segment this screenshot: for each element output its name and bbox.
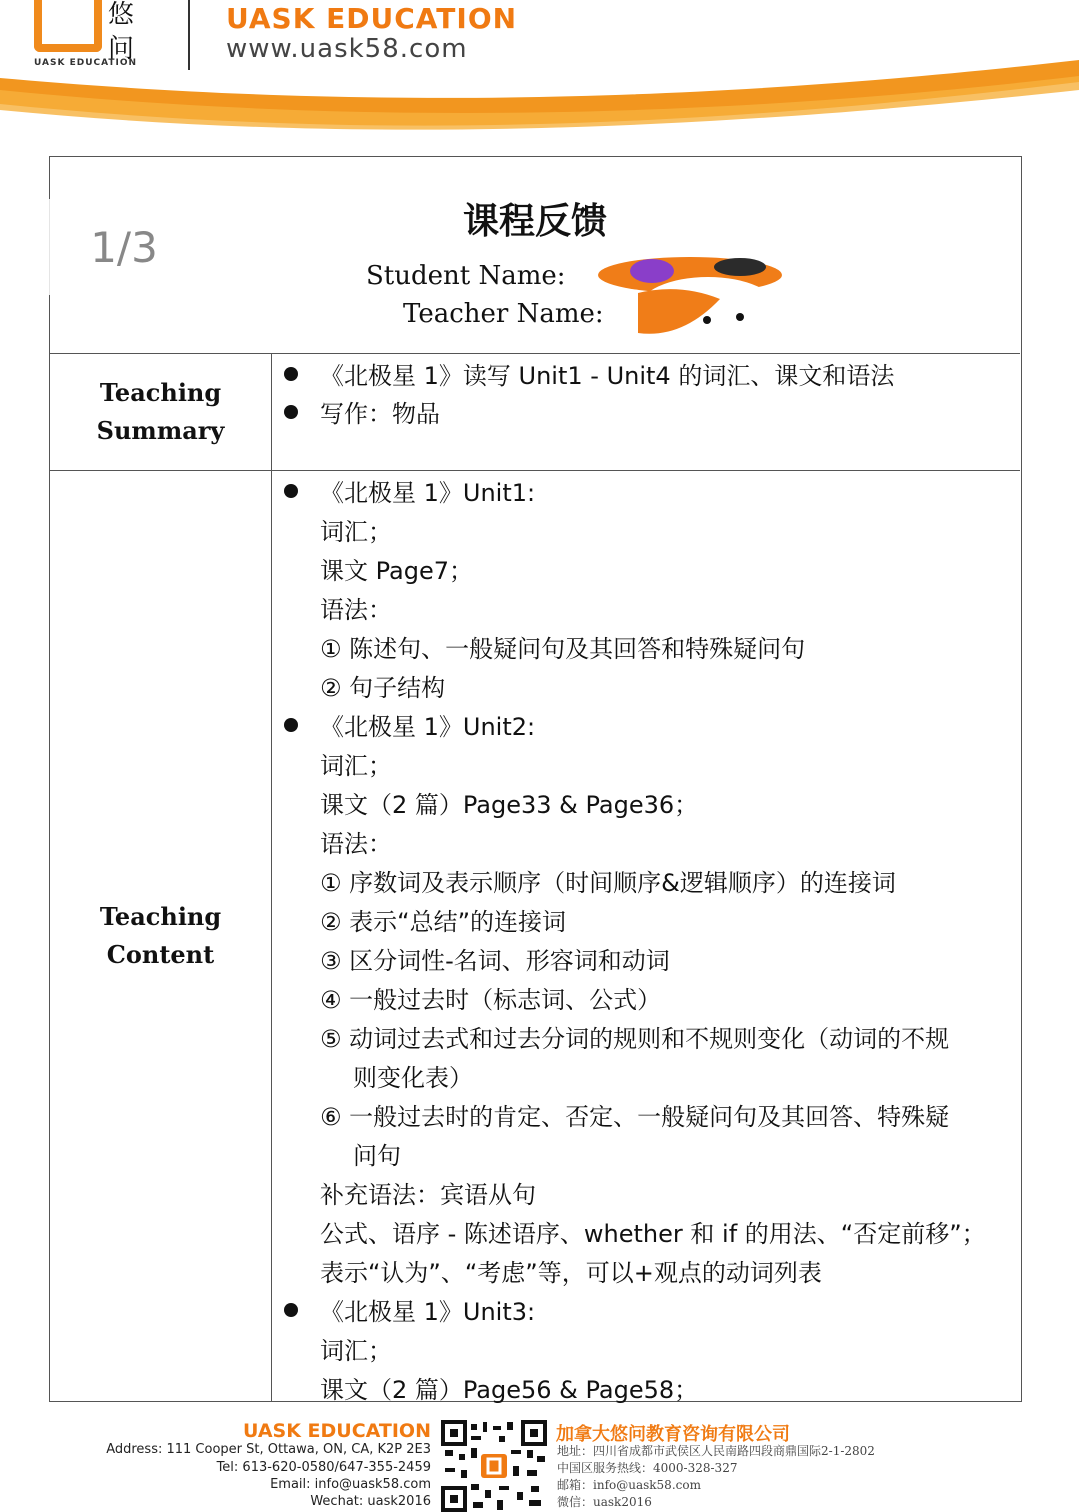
content-line: 课文 Page7；: [320, 557, 473, 585]
content-line: ① 陈述句、一般疑问句及其回答和特殊疑问句: [320, 635, 806, 663]
bullet-icon: [284, 718, 298, 732]
summary-label-cell: [50, 354, 272, 470]
summary-label-line-2: Summary: [96, 416, 225, 445]
content-line: 语法：: [320, 830, 392, 858]
content-line: 课文（2 篇）Page33 & Page36；: [320, 791, 699, 819]
content-line: 语法：: [320, 596, 392, 624]
logo-zh-char-2: 问: [108, 34, 135, 64]
summary-row: [50, 354, 1020, 471]
content-line: 词汇；: [320, 752, 392, 780]
logo-mark: [34, 0, 102, 52]
footer-cn-hotline: 中国区服务热线：4000-328-327: [557, 1461, 738, 1475]
content-line: 补充语法：宾语从句: [320, 1181, 536, 1209]
bullet-icon: [284, 1303, 298, 1317]
page-footer: [0, 1412, 1079, 1512]
bullet-icon: [284, 484, 298, 498]
teacher-name-label: Teacher Name:: [403, 299, 604, 329]
student-name-label: Student Name:: [366, 261, 566, 291]
content-row: [50, 471, 1020, 1404]
footer-cn-email: 邮箱：info@uask58.com: [557, 1478, 701, 1492]
footer-tel: Tel: 613-620-0580/647-355-2459: [216, 1460, 431, 1475]
content-line: 表示“认为”、“考虑”等，可以+观点的动词列表: [320, 1259, 822, 1287]
content-line: ② 句子结构: [320, 674, 446, 702]
qr-code-icon: [441, 1420, 547, 1512]
title-block: [50, 157, 1020, 354]
logo-en-text: UASK EDUCATION: [34, 58, 138, 68]
brand-url: www.uask58.com: [226, 34, 468, 64]
page-indicator: 1/3: [26, 199, 222, 295]
content-line: ① 序数词及表示顺序（时间顺序&逻辑顺序）的连接词: [320, 869, 896, 897]
logo-divider: [188, 0, 190, 70]
content-line: ⑥ 一般过去时的肯定、否定、一般疑问句及其回答、特殊疑: [320, 1103, 950, 1131]
content-line: 词汇；: [320, 518, 392, 546]
content-line: 词汇；: [320, 1337, 392, 1365]
page-header: [0, 0, 1079, 140]
content-line: 公式、语序 - 陈述语序、whether 和 if 的用法、“否定前移”；: [320, 1220, 986, 1248]
content-line: ③ 区分词性-名词、形容词和动词: [320, 947, 670, 975]
footer-wechat: Wechat: uask2016: [310, 1494, 431, 1509]
logo-zh-char-1: 悠: [108, 0, 135, 30]
content-line: ⑤ 动词过去式和过去分词的规则和不规则变化（动词的不规: [320, 1025, 950, 1053]
content-line: ④ 一般过去时（标志词、公式）: [320, 986, 662, 1014]
redaction-sticker: [590, 253, 790, 343]
document-title: 课程反馈: [462, 201, 607, 242]
footer-address: Address: 111 Cooper St, Ottawa, ON, CA, K2P 2E3: [106, 1442, 431, 1457]
footer-email: Email: info@uask58.com: [270, 1477, 431, 1492]
summary-item: 《北极星 1》读写 Unit1 - Unit4 的词汇、课文和语法: [320, 362, 895, 390]
footer-cn-company: 加拿大悠问教育咨询有限公司: [556, 1424, 790, 1445]
content-line: 《北极星 1》Unit3:: [320, 1298, 536, 1326]
bullet-icon: [284, 405, 298, 419]
footer-brand: UASK EDUCATION: [242, 1420, 431, 1442]
content-line: 《北极星 1》Unit2:: [320, 713, 536, 741]
summary-item: 写作：物品: [320, 400, 440, 428]
brand-name: UASK EDUCATION: [226, 2, 518, 35]
content-body-cell: [272, 471, 1020, 1404]
header-swoosh-decoration: [0, 60, 1079, 140]
content-label-cell: [50, 471, 272, 1401]
feedback-sheet: [49, 156, 1022, 1402]
summary-body-cell: [272, 354, 1020, 470]
footer-cn-wechat: 微信：uask2016: [557, 1495, 652, 1509]
content-label: Teaching Content: [99, 902, 222, 969]
content-line: 《北极星 1》Unit1:: [320, 479, 536, 507]
content-line: ② 表示“总结”的连接词: [320, 908, 567, 936]
content-line: 课文（2 篇）Page56 & Page58；: [320, 1376, 699, 1404]
content-line: 则变化表）: [353, 1064, 473, 1092]
summary-label-line-1: Teaching: [99, 378, 222, 407]
footer-cn-address: 地址：四川省成都市武侯区人民南路四段商鼎国际2-1-2802: [557, 1444, 875, 1458]
bullet-icon: [284, 367, 298, 381]
content-line: 问句: [353, 1142, 401, 1170]
